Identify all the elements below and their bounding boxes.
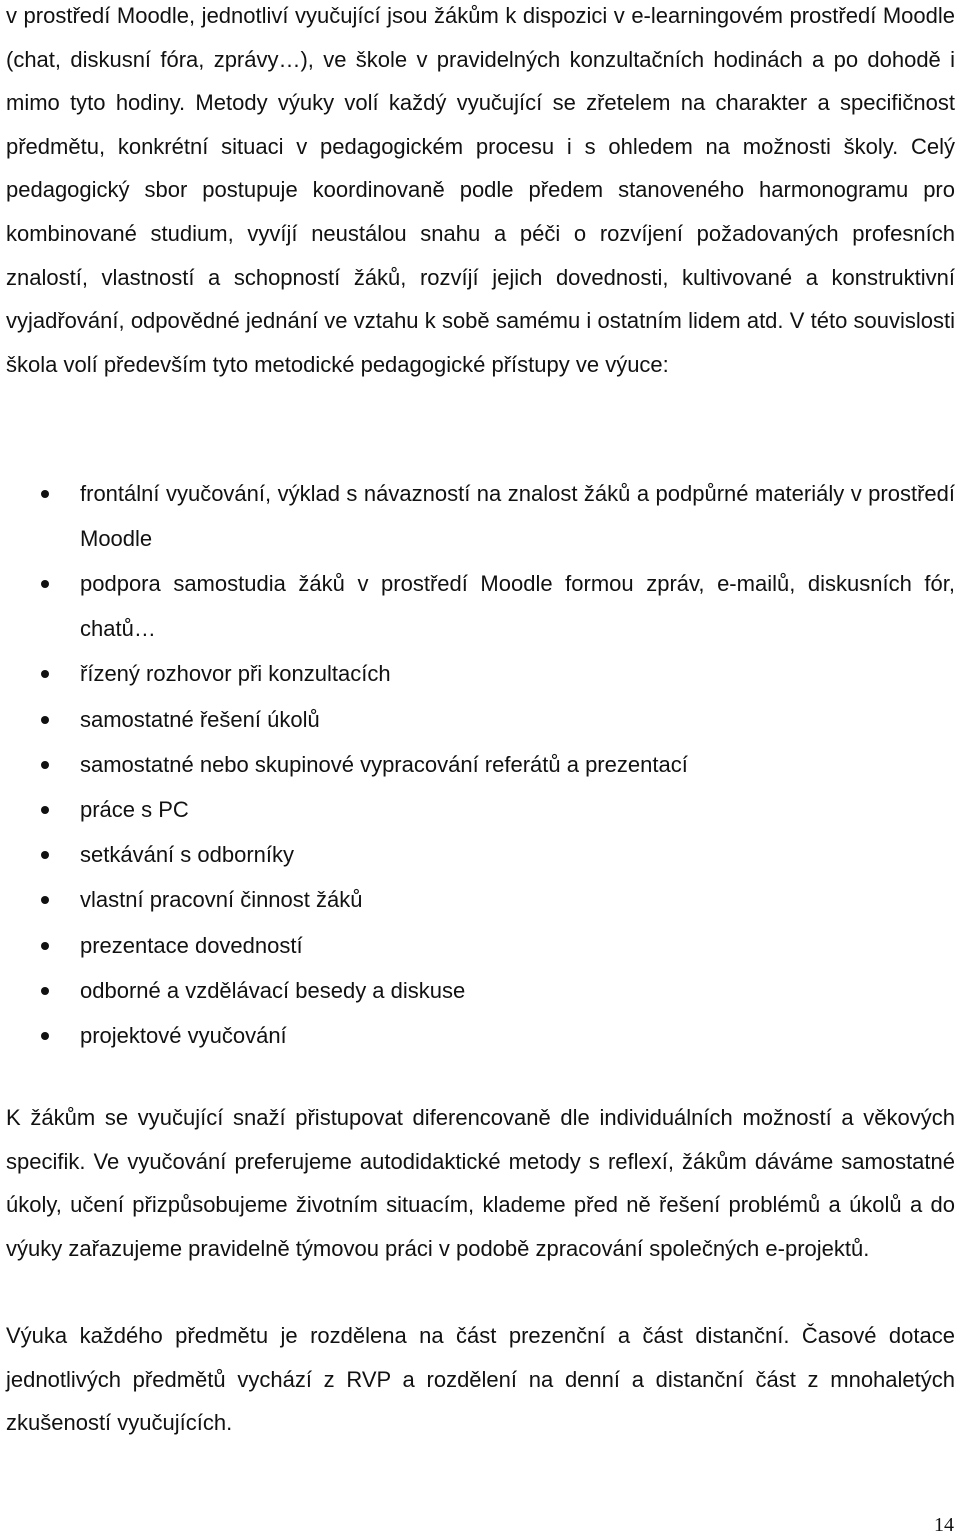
differentiation-paragraph: K žákům se vyučující snaží přistupovat diferencovaně dle individuálních možností a věkových specifik. Ve vyučování preferujeme autodidaktické metody s reflexí, žákům dáváme samostatné úkoly, učení přizpůsobujeme životním situacím, klademe před ně řešení problémů a úkolů a do výuky zařazujeme pravidelně týmovou práci v podobě zpracování společných e-projektů.: [6, 1105, 955, 1261]
bullet-icon: [41, 1032, 49, 1040]
list-item: [0, 1014, 955, 1058]
list-item-text: samostatné řešení úkolů: [80, 706, 320, 732]
list-item: [0, 562, 955, 651]
bullet-icon: [41, 896, 49, 904]
list-item-text: samostatné nebo skupinové vypracování referátů a prezentací: [80, 751, 688, 777]
list-item: [0, 969, 955, 1013]
bullet-icon: [41, 716, 49, 724]
bullet-icon: [41, 942, 49, 950]
list-item: [0, 698, 955, 742]
bullet-icon: [41, 806, 49, 814]
list-item-text: řízený rozhovor při konzultacích: [80, 661, 391, 687]
list-item: [0, 788, 955, 832]
list-item-text: prezentace dovedností: [80, 932, 303, 958]
list-item: [0, 878, 955, 922]
intro-paragraph: v prostředí Moodle, jednotliví vyučující jsou žákům k dispozici v e-learningovém prostředí Moodle (chat, diskusní fóra, zprávy…), ve škole v pravidelných konzultačních hodinách a po dohodě i mimo tyto hodiny. Metody výuky volí každý vyučující se zřetelem na charakter a specifičnost předmětu, konkrétní situaci v pedagogickém procesu i s ohledem na možnosti školy. Celý pedagogický sbor postupuje koordinovaně podle předem stanoveného harmonogramu pro kombinované studium, vyvíjí neustálou snahu a péči o rozvíjení požadovaných profesních znalostí, vlastností a schopností žáků, rozvíjí jejich dovednosti, kultivované a konstruktivní vyjadřování, odpovědné jednání ve vztahu k sobě samému i ostatním lidem atd. V této souvislosti škola volí především tyto metodické pedagogické přístupy ve výuce:: [6, 3, 955, 377]
bullet-icon: [41, 987, 49, 995]
list-item-text: podpora samostudia žáků v prostředí Moodle formou zpráv, e-mailů, diskusních fór, chatů…: [80, 571, 955, 641]
teaching-methods-list: [0, 472, 955, 1059]
list-item-text: frontální vyučování, výklad s návazností na znalost žáků a podpůrné materiály v prostředí Moodle: [80, 481, 955, 551]
list-item: [0, 472, 955, 561]
bullet-icon: [41, 670, 49, 678]
page-number: 14: [934, 1514, 954, 1536]
list-item: [0, 743, 955, 787]
bullet-icon: [41, 761, 49, 769]
list-item-text: projektové vyučování: [80, 1022, 287, 1048]
bullet-icon: [41, 580, 49, 588]
bullet-icon: [41, 851, 49, 859]
list-item-text: setkávání s odborníky: [80, 842, 295, 868]
bullet-icon: [41, 490, 49, 498]
list-item: [0, 652, 955, 696]
list-item-text: odborné a vzdělávací besedy a diskuse: [80, 977, 466, 1003]
list-item: [0, 924, 955, 968]
list-item: [0, 833, 955, 877]
list-item-text: práce s PC: [80, 796, 189, 822]
list-item-text: vlastní pracovní činnost žáků: [80, 887, 363, 913]
time-allocation-paragraph: Výuka každého předmětu je rozdělena na část prezenční a část distanční. Časové dotace jednotlivých předmětů vychází z RVP a rozdělení na denní a distanční část z mnohaletých zkušeností vyučujících.: [6, 1323, 955, 1436]
